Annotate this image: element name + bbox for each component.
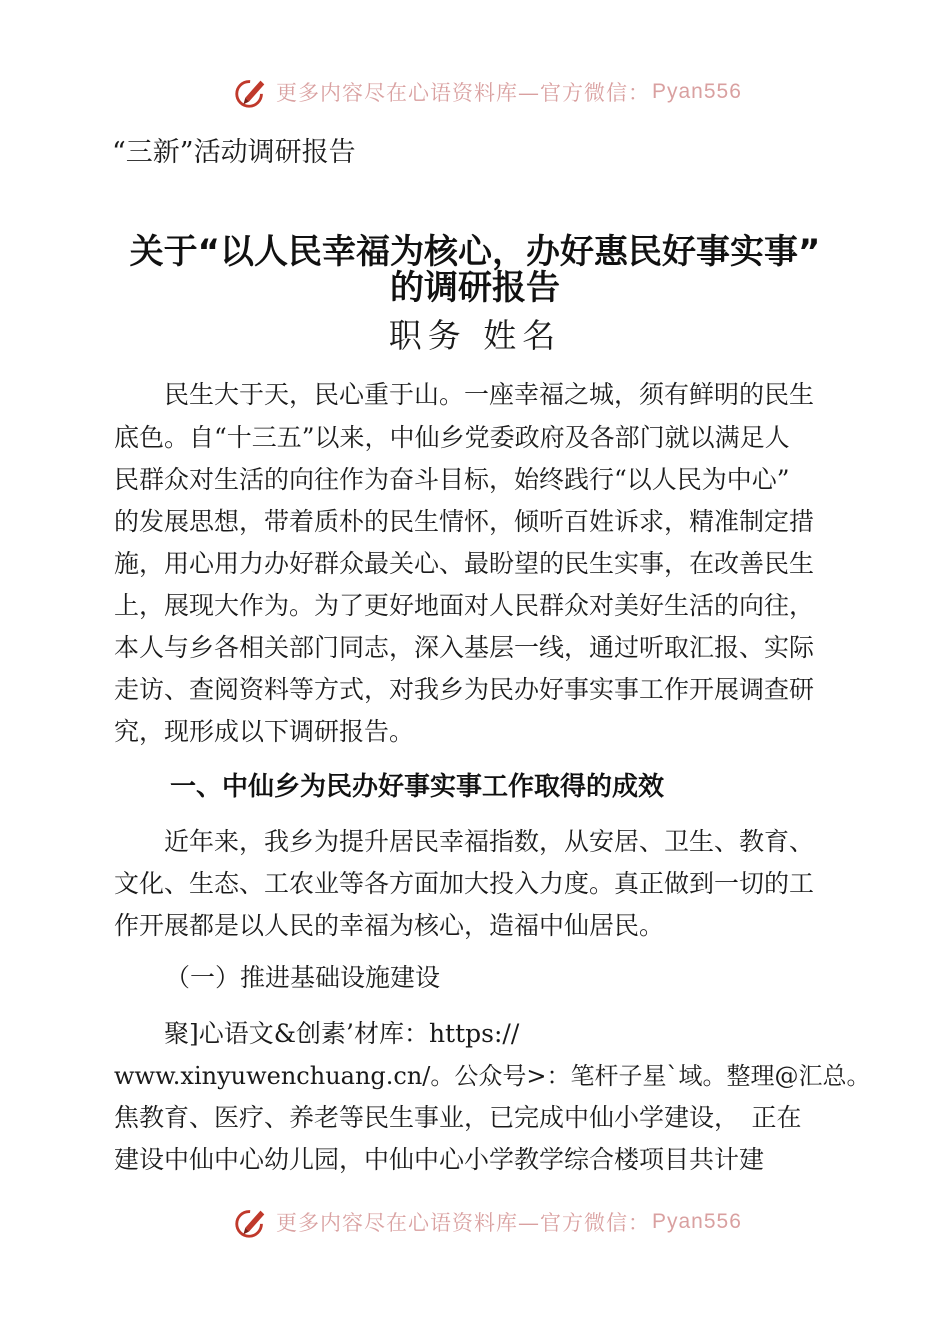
- author-line: 职务 姓名: [388, 316, 562, 355]
- paragraph-line: 民群众对生活的向往作为奋斗目标，始终践行“以人民为中心”: [114, 465, 790, 494]
- paragraph-line: 民生大于天，民心重于山。一座幸福之城，须有鲜明的民生: [114, 380, 815, 409]
- paragraph-line: 底色。自“十三五”以来，中仙乡党委政府及各部门就以满足人: [114, 423, 790, 452]
- paragraph-line: 究，现形成以下调研报告。: [114, 717, 415, 746]
- paragraph-line: www.xinyuwenchuang.cn/。公众号>：笔杆子星`域。整理@汇总。: [114, 1062, 871, 1090]
- watermark-text: 更多内容尽在心语资料库—官方微信：: [276, 81, 650, 105]
- paragraph-line: 作开展都是以人民的幸福为核心，造福中仙居民。: [114, 911, 665, 940]
- paragraph-line: 文化、生态、工农业等各方面加大投入力度。真正做到一切的工: [114, 869, 815, 898]
- document-type: “三新”活动调研报告: [112, 137, 356, 168]
- watermark-account: Pyan556: [652, 80, 742, 103]
- subsection-heading-1: （一）推进基础设施建设: [165, 963, 441, 992]
- watermark-account: Pyan556: [652, 1210, 742, 1233]
- watermark-banner-bottom: [232, 1202, 752, 1242]
- paragraph-line: 本人与乡各相关部门同志，深入基层一线，通过听取汇报、实际: [114, 633, 815, 662]
- paragraph-line: 施，用心用力办好群众最关心、最盼望的民生实事，在改善民生: [114, 549, 815, 578]
- watermark-text: 更多内容尽在心语资料库—官方微信：: [276, 1211, 650, 1235]
- paragraph-line: 聚]心语文&创素’材库：https://: [114, 1019, 520, 1048]
- paragraph-line: 焦教育、医疗、养老等民生事业，已完成中仙小学建设， 正在: [114, 1103, 802, 1132]
- pen-nib-logo-icon: [232, 1203, 270, 1241]
- paragraph-line: 近年来，我乡为提升居民幸福指数，从安居、卫生、教育、: [114, 827, 815, 856]
- report-title-line-2: 的调研报告: [390, 268, 560, 308]
- paragraph-line: 建设中仙中心幼儿园，中仙中心小学教学综合楼项目共计建: [114, 1145, 765, 1174]
- section-heading-1: 一、中仙乡为民办好事实事工作取得的成效: [170, 772, 665, 802]
- report-title-line-1: 关于“以人民幸福为核心，办好惠民好事实事”: [129, 232, 821, 272]
- paragraph-line: 走访、查阅资料等方式，对我乡为民办好事实事工作开展调查研: [114, 675, 815, 704]
- pen-nib-logo-icon: [232, 73, 270, 111]
- watermark-banner-top: [232, 72, 752, 112]
- paragraph-line: 上，展现大作为。为了更好地面对人民群众对美好生活的向往，: [114, 591, 815, 620]
- paragraph-line: 的发展思想，带着质朴的民生情怀，倾听百姓诉求，精准制定措: [114, 507, 815, 536]
